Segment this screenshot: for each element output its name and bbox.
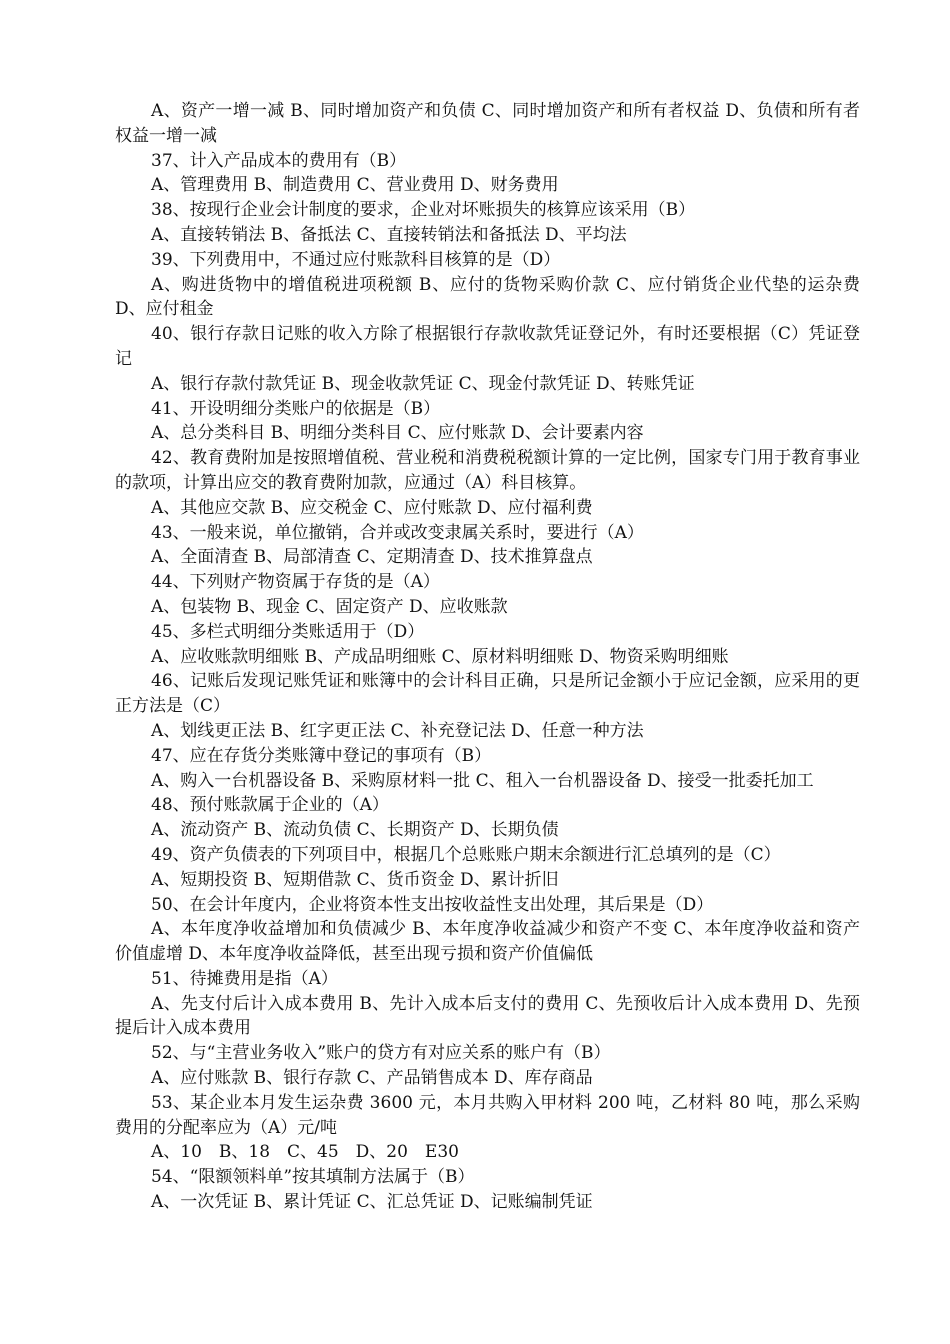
question-54: 54、“限额领料单”按其填制方法属于（B） <box>151 1167 475 1188</box>
answer-options-44: A、包装物 B、现金 C、固定资产 D、应收账款 <box>151 596 508 617</box>
answer-options-50: A、本年度净收益增加和负债减少 B、本年度净收益减少和资产不变 C、本年度净收益和资产价值虚增 D、本年度净收益降低，甚至出现亏损和资产价值偏低 <box>115 919 860 965</box>
question-41: 41、开设明细分类账户的依据是（B） <box>151 398 441 419</box>
question-38: 38、按现行企业会计制度的要求，企业对坏账损失的核算应该采用（B） <box>151 200 696 221</box>
question-45: 45、多栏式明细分类账适用于（D） <box>151 621 425 642</box>
question-39: 39、下列费用中，不通过应付账款科目核算的是（D） <box>151 249 561 270</box>
answer-options-53: A、10 B、18 C、45 D、20 E30 <box>151 1142 459 1163</box>
answer-options-41: A、总分类科目 B、明细分类科目 C、应付账款 D、会计要素内容 <box>151 423 644 444</box>
answer-options-48: A、流动资产 B、流动负债 C、长期资产 D、长期负债 <box>151 820 559 841</box>
answer-options-45: A、应收账款明细账 B、产成品明细账 C、原材料明细账 D、物资采购明细账 <box>151 646 729 667</box>
question-53: 53、某企业本月发生运杂费 3600 元，本月共购入甲材料 200 吨，乙材料 80 吨，那么采购费用的分配率应为（A）元/吨 <box>115 1092 860 1138</box>
answer-options-54: A、一次凭证 B、累计凭证 C、汇总凭证 D、记账编制凭证 <box>151 1192 593 1213</box>
question-52: 52、与“主营业务收入”账户的贷方有对应关系的账户有（B） <box>151 1043 611 1064</box>
document-page <box>115 99 860 1215</box>
answer-options-46: A、划线更正法 B、红字更正法 C、补充登记法 D、任意一种方法 <box>151 720 644 741</box>
answer-options-52: A、应付账款 B、银行存款 C、产品销售成本 D、库存商品 <box>151 1068 593 1089</box>
answer-options-36: A、资产一增一减 B、同时增加资产和负债 C、同时增加资产和所有者权益 D、负债和所有者权益一增一减 <box>115 101 860 146</box>
answer-options-40: A、银行存款付款凭证 B、现金收款凭证 C、现金付款凭证 D、转账凭证 <box>151 373 695 394</box>
question-44: 44、下列财产物资属于存货的是（A） <box>151 572 440 593</box>
answer-options-51: A、先支付后计入成本费用 B、先计入成本后支付的费用 C、先预收后计入成本费用 D、先预提后计入成本费用 <box>115 993 860 1039</box>
question-48: 48、预付账款属于企业的（A） <box>151 795 389 816</box>
question-49: 49、资产负债表的下列项目中，根据几个总账账户期末余额进行汇总填列的是（C） <box>151 844 781 865</box>
answer-options-42: A、其他应交款 B、应交税金 C、应付账款 D、应付福利费 <box>151 497 593 518</box>
answer-options-37: A、管理费用 B、制造费用 C、营业费用 D、财务费用 <box>151 175 559 196</box>
question-47: 47、应在存货分类账簿中登记的事项有（B） <box>151 745 492 766</box>
question-37: 37、计入产品成本的费用有（B） <box>151 150 407 171</box>
answer-options-43: A、全面清查 B、局部清查 C、定期清查 D、技术推算盘点 <box>151 547 593 568</box>
answer-options-47: A、购入一台机器设备 B、采购原材料一批 C、租入一台机器设备 D、接受一批委托加工 <box>151 770 814 791</box>
question-43: 43、一般来说，单位撤销，合并或改变隶属关系时，要进行（A） <box>151 522 644 543</box>
question-42: 42、教育费附加是按照增值税、营业税和消费税税额计算的一定比例，国家专门用于教育事业的款项，计算出应交的教育费附加款，应通过（A）科目核算。 <box>115 448 860 493</box>
question-46: 46、记账后发现记账凭证和账簿中的会计科目正确，只是所记金额小于应记金额，应采用的更正方法是（C） <box>115 671 860 717</box>
question-51: 51、待摊费用是指（A） <box>151 968 338 989</box>
answer-options-39: A、购进货物中的增值税进项税额 B、应付的货物采购价款 C、应付销货企业代垫的运杂费 D、应付租金 <box>115 274 860 320</box>
answer-options-38: A、直接转销法 B、备抵法 C、直接转销法和备抵法 D、平均法 <box>151 224 627 245</box>
question-50: 50、在会计年度内，企业将资本性支出按收益性支出处理，其后果是（D） <box>151 894 714 915</box>
answer-options-49: A、短期投资 B、短期借款 C、货币资金 D、累计折旧 <box>151 869 559 890</box>
question-40: 40、银行存款日记账的收入方除了根据银行存款收款凭证登记外，有时还要根据（C）凭证登记 <box>115 324 860 369</box>
